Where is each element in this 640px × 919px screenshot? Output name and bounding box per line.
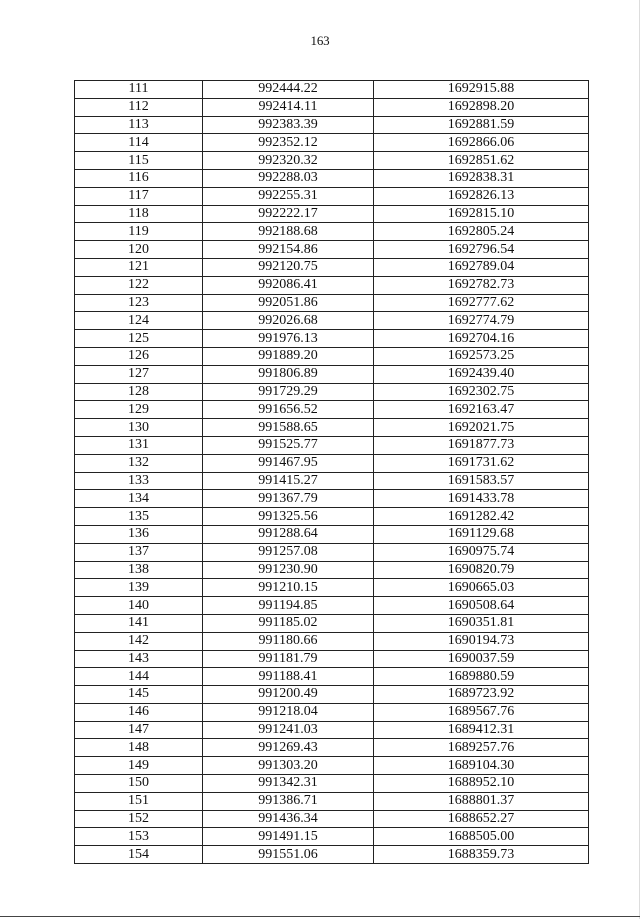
x-coordinate-cell: 992320.32 xyxy=(203,152,374,170)
y-coordinate-cell: 1692866.06 xyxy=(374,134,589,152)
y-coordinate-cell: 1692704.16 xyxy=(374,330,589,348)
point-number-cell: 115 xyxy=(75,152,203,170)
table-row xyxy=(75,490,589,508)
table-row xyxy=(75,472,589,490)
point-number-cell: 137 xyxy=(75,543,203,561)
point-number-cell: 121 xyxy=(75,258,203,276)
y-coordinate-cell: 1692851.62 xyxy=(374,152,589,170)
x-coordinate-cell: 992154.86 xyxy=(203,241,374,259)
point-number-cell: 128 xyxy=(75,383,203,401)
y-coordinate-cell: 1690975.74 xyxy=(374,543,589,561)
table-row xyxy=(75,401,589,419)
table-row xyxy=(75,223,589,241)
y-coordinate-cell: 1692789.04 xyxy=(374,258,589,276)
table-row xyxy=(75,81,589,99)
table-row xyxy=(75,134,589,152)
table-row xyxy=(75,597,589,615)
y-coordinate-cell: 1688801.37 xyxy=(374,792,589,810)
point-number-cell: 152 xyxy=(75,810,203,828)
point-number-cell: 151 xyxy=(75,792,203,810)
x-coordinate-cell: 992383.39 xyxy=(203,116,374,134)
table-row xyxy=(75,205,589,223)
x-coordinate-cell: 991976.13 xyxy=(203,330,374,348)
coordinate-table-body xyxy=(75,81,589,864)
x-coordinate-cell: 991415.27 xyxy=(203,472,374,490)
y-coordinate-cell: 1692805.24 xyxy=(374,223,589,241)
point-number-cell: 127 xyxy=(75,365,203,383)
coordinate-table xyxy=(74,80,589,864)
point-number-cell: 145 xyxy=(75,686,203,704)
table-row xyxy=(75,312,589,330)
point-number-cell: 138 xyxy=(75,561,203,579)
y-coordinate-cell: 1690037.59 xyxy=(374,650,589,668)
y-coordinate-cell: 1691433.78 xyxy=(374,490,589,508)
x-coordinate-cell: 992352.12 xyxy=(203,134,374,152)
table-row xyxy=(75,632,589,650)
y-coordinate-cell: 1689104.30 xyxy=(374,757,589,775)
point-number-cell: 134 xyxy=(75,490,203,508)
point-number-cell: 123 xyxy=(75,294,203,312)
y-coordinate-cell: 1692302.75 xyxy=(374,383,589,401)
x-coordinate-cell: 992120.75 xyxy=(203,258,374,276)
y-coordinate-cell: 1688359.73 xyxy=(374,846,589,864)
x-coordinate-cell: 991551.06 xyxy=(203,846,374,864)
x-coordinate-cell: 991303.20 xyxy=(203,757,374,775)
table-row xyxy=(75,276,589,294)
x-coordinate-cell: 991185.02 xyxy=(203,614,374,632)
y-coordinate-cell: 1690351.81 xyxy=(374,614,589,632)
table-row xyxy=(75,525,589,543)
y-coordinate-cell: 1692915.88 xyxy=(374,81,589,99)
y-coordinate-cell: 1692782.73 xyxy=(374,276,589,294)
y-coordinate-cell: 1692826.13 xyxy=(374,187,589,205)
y-coordinate-cell: 1692021.75 xyxy=(374,419,589,437)
table-row xyxy=(75,792,589,810)
table-row xyxy=(75,152,589,170)
y-coordinate-cell: 1692838.31 xyxy=(374,169,589,187)
x-coordinate-cell: 992086.41 xyxy=(203,276,374,294)
point-number-cell: 122 xyxy=(75,276,203,294)
table-row xyxy=(75,561,589,579)
y-coordinate-cell: 1692573.25 xyxy=(374,347,589,365)
y-coordinate-cell: 1688952.10 xyxy=(374,775,589,793)
table-row xyxy=(75,579,589,597)
table-row xyxy=(75,347,589,365)
point-number-cell: 147 xyxy=(75,721,203,739)
point-number-cell: 136 xyxy=(75,525,203,543)
point-number-cell: 117 xyxy=(75,187,203,205)
x-coordinate-cell: 991188.41 xyxy=(203,668,374,686)
point-number-cell: 135 xyxy=(75,508,203,526)
y-coordinate-cell: 1692815.10 xyxy=(374,205,589,223)
x-coordinate-cell: 991436.34 xyxy=(203,810,374,828)
point-number-cell: 133 xyxy=(75,472,203,490)
table-row xyxy=(75,98,589,116)
point-number-cell: 124 xyxy=(75,312,203,330)
x-coordinate-cell: 991269.43 xyxy=(203,739,374,757)
table-row xyxy=(75,543,589,561)
x-coordinate-cell: 991588.65 xyxy=(203,419,374,437)
table-row xyxy=(75,703,589,721)
x-coordinate-cell: 991325.56 xyxy=(203,508,374,526)
table-row xyxy=(75,365,589,383)
y-coordinate-cell: 1689257.76 xyxy=(374,739,589,757)
x-coordinate-cell: 991367.79 xyxy=(203,490,374,508)
x-coordinate-cell: 992444.22 xyxy=(203,81,374,99)
point-number-cell: 112 xyxy=(75,98,203,116)
x-coordinate-cell: 991656.52 xyxy=(203,401,374,419)
table-row xyxy=(75,419,589,437)
x-coordinate-cell: 992051.86 xyxy=(203,294,374,312)
y-coordinate-cell: 1689723.92 xyxy=(374,686,589,704)
point-number-cell: 120 xyxy=(75,241,203,259)
table-row xyxy=(75,187,589,205)
x-coordinate-cell: 991288.64 xyxy=(203,525,374,543)
table-row xyxy=(75,721,589,739)
table-row xyxy=(75,258,589,276)
y-coordinate-cell: 1691129.68 xyxy=(374,525,589,543)
table-row xyxy=(75,508,589,526)
point-number-cell: 144 xyxy=(75,668,203,686)
point-number-cell: 153 xyxy=(75,828,203,846)
table-row xyxy=(75,330,589,348)
table-row xyxy=(75,846,589,864)
y-coordinate-cell: 1692881.59 xyxy=(374,116,589,134)
point-number-cell: 116 xyxy=(75,169,203,187)
y-coordinate-cell: 1690665.03 xyxy=(374,579,589,597)
x-coordinate-cell: 991386.71 xyxy=(203,792,374,810)
y-coordinate-cell: 1690508.64 xyxy=(374,597,589,615)
x-coordinate-cell: 992255.31 xyxy=(203,187,374,205)
y-coordinate-cell: 1689412.31 xyxy=(374,721,589,739)
page-bottom-edge xyxy=(0,916,640,917)
x-coordinate-cell: 991257.08 xyxy=(203,543,374,561)
x-coordinate-cell: 991525.77 xyxy=(203,436,374,454)
table-row xyxy=(75,294,589,312)
point-number-cell: 131 xyxy=(75,436,203,454)
point-number-cell: 146 xyxy=(75,703,203,721)
point-number-cell: 130 xyxy=(75,419,203,437)
y-coordinate-cell: 1692796.54 xyxy=(374,241,589,259)
x-coordinate-cell: 992026.68 xyxy=(203,312,374,330)
point-number-cell: 148 xyxy=(75,739,203,757)
x-coordinate-cell: 991491.15 xyxy=(203,828,374,846)
table-row xyxy=(75,775,589,793)
point-number-cell: 142 xyxy=(75,632,203,650)
table-row xyxy=(75,686,589,704)
x-coordinate-cell: 991467.95 xyxy=(203,454,374,472)
point-number-cell: 154 xyxy=(75,846,203,864)
y-coordinate-cell: 1692163.47 xyxy=(374,401,589,419)
point-number-cell: 114 xyxy=(75,134,203,152)
y-coordinate-cell: 1689567.76 xyxy=(374,703,589,721)
y-coordinate-cell: 1692439.40 xyxy=(374,365,589,383)
x-coordinate-cell: 991194.85 xyxy=(203,597,374,615)
x-coordinate-cell: 991180.66 xyxy=(203,632,374,650)
table-row xyxy=(75,810,589,828)
point-number-cell: 132 xyxy=(75,454,203,472)
point-number-cell: 126 xyxy=(75,347,203,365)
y-coordinate-cell: 1688652.27 xyxy=(374,810,589,828)
y-coordinate-cell: 1691282.42 xyxy=(374,508,589,526)
table-row xyxy=(75,436,589,454)
y-coordinate-cell: 1690194.73 xyxy=(374,632,589,650)
x-coordinate-cell: 991889.20 xyxy=(203,347,374,365)
x-coordinate-cell: 991218.04 xyxy=(203,703,374,721)
point-number-cell: 118 xyxy=(75,205,203,223)
x-coordinate-cell: 992414.11 xyxy=(203,98,374,116)
table-row xyxy=(75,668,589,686)
x-coordinate-cell: 991729.29 xyxy=(203,383,374,401)
point-number-cell: 143 xyxy=(75,650,203,668)
y-coordinate-cell: 1688505.00 xyxy=(374,828,589,846)
table-row xyxy=(75,650,589,668)
point-number-cell: 129 xyxy=(75,401,203,419)
table-row xyxy=(75,241,589,259)
x-coordinate-cell: 991241.03 xyxy=(203,721,374,739)
table-row xyxy=(75,614,589,632)
y-coordinate-cell: 1692777.62 xyxy=(374,294,589,312)
table-row xyxy=(75,169,589,187)
point-number-cell: 139 xyxy=(75,579,203,597)
point-number-cell: 111 xyxy=(75,81,203,99)
point-number-cell: 113 xyxy=(75,116,203,134)
point-number-cell: 141 xyxy=(75,614,203,632)
x-coordinate-cell: 992288.03 xyxy=(203,169,374,187)
x-coordinate-cell: 991806.89 xyxy=(203,365,374,383)
table-row xyxy=(75,383,589,401)
x-coordinate-cell: 991342.31 xyxy=(203,775,374,793)
x-coordinate-cell: 991181.79 xyxy=(203,650,374,668)
y-coordinate-cell: 1692774.79 xyxy=(374,312,589,330)
table-row xyxy=(75,116,589,134)
y-coordinate-cell: 1691877.73 xyxy=(374,436,589,454)
point-number-cell: 125 xyxy=(75,330,203,348)
x-coordinate-cell: 992222.17 xyxy=(203,205,374,223)
table-row xyxy=(75,739,589,757)
y-coordinate-cell: 1689880.59 xyxy=(374,668,589,686)
x-coordinate-cell: 992188.68 xyxy=(203,223,374,241)
x-coordinate-cell: 991210.15 xyxy=(203,579,374,597)
table-row xyxy=(75,757,589,775)
point-number-cell: 150 xyxy=(75,775,203,793)
point-number-cell: 140 xyxy=(75,597,203,615)
y-coordinate-cell: 1691583.57 xyxy=(374,472,589,490)
point-number-cell: 119 xyxy=(75,223,203,241)
point-number-cell: 149 xyxy=(75,757,203,775)
y-coordinate-cell: 1691731.62 xyxy=(374,454,589,472)
x-coordinate-cell: 991200.49 xyxy=(203,686,374,704)
table-row xyxy=(75,454,589,472)
x-coordinate-cell: 991230.90 xyxy=(203,561,374,579)
y-coordinate-cell: 1692898.20 xyxy=(374,98,589,116)
page-number: 163 xyxy=(310,33,330,48)
y-coordinate-cell: 1690820.79 xyxy=(374,561,589,579)
table-row xyxy=(75,828,589,846)
